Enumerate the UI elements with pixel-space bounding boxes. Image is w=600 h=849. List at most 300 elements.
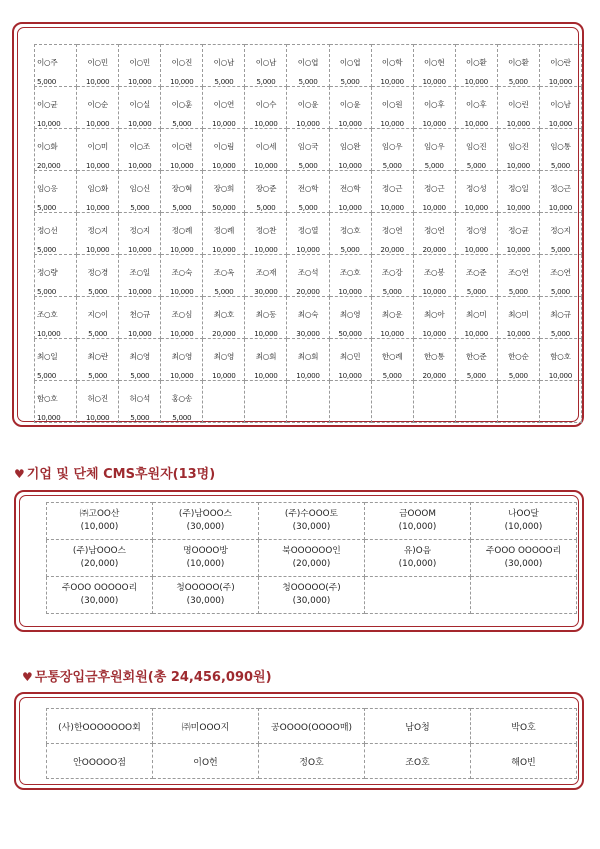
donor-amount: 5,000 xyxy=(88,371,108,380)
donor-amount: 20,000 xyxy=(422,371,446,380)
donor-amount: 5,000 xyxy=(382,161,402,170)
donor-amount: 5,000 xyxy=(130,203,150,212)
donor-name: 임○국 xyxy=(297,142,319,151)
donor-name: 최○규 xyxy=(550,310,571,319)
donor-cell xyxy=(371,297,413,339)
donor-name: 최○영 xyxy=(171,352,192,361)
donor-cell xyxy=(245,87,287,129)
table-row xyxy=(35,171,582,213)
lifetime-member-name: 이O헌 xyxy=(153,744,259,779)
donor-cell xyxy=(245,381,287,423)
donor-amount: 10,000 xyxy=(170,77,194,86)
lifetime-heading xyxy=(22,666,272,685)
donor-cell xyxy=(35,339,77,381)
donor-amount: 5,000 xyxy=(382,371,402,380)
donor-cell xyxy=(35,297,77,339)
donor-amount: 10,000 xyxy=(128,287,152,296)
donor-cell xyxy=(245,255,287,297)
heart-icon: ♥ xyxy=(14,467,25,481)
donor-name: 임○통 xyxy=(550,142,571,151)
donor-amount: 5,000 xyxy=(508,287,528,296)
donor-amount: 10,000 xyxy=(338,203,362,212)
donor-cell xyxy=(35,381,77,423)
corporate-cell xyxy=(153,577,259,614)
donor-name: 허○진 xyxy=(87,394,108,403)
corporate-cell xyxy=(365,540,471,577)
donor-name: 이○윤 xyxy=(297,100,319,109)
donor-name: 이○림 xyxy=(213,142,235,151)
donor-cell xyxy=(413,129,455,171)
donor-name: 임○우 xyxy=(381,142,403,151)
corporate-cell xyxy=(471,503,577,540)
donor-name: 홍○송 xyxy=(171,394,192,403)
donor-amount: 30,000 xyxy=(296,329,320,338)
donor-cell xyxy=(497,381,539,423)
donor-name: 정○지 xyxy=(87,226,108,235)
donor-name: 정○연 xyxy=(381,226,403,235)
donor-cell xyxy=(287,339,329,381)
donor-amount: 10,000 xyxy=(464,245,488,254)
corporate-name: ㈜고OO산 xyxy=(79,509,120,519)
donor-amount: 10,000 xyxy=(254,371,278,380)
donor-name: 이○남 xyxy=(213,58,235,67)
donor-cell xyxy=(329,339,371,381)
table-row xyxy=(35,381,582,423)
donor-cell xyxy=(539,339,581,381)
donor-cell xyxy=(203,171,245,213)
donor-amount: 5,000 xyxy=(214,77,234,86)
donor-name: 정○열 xyxy=(297,226,319,235)
donor-name: 이○윤 xyxy=(339,100,361,109)
donor-cell xyxy=(245,297,287,339)
donor-cell xyxy=(497,213,539,255)
donor-cell xyxy=(329,381,371,423)
donor-cell xyxy=(119,381,161,423)
donor-name: 조○강 xyxy=(381,268,403,277)
donor-cell xyxy=(287,45,329,87)
donor-name: 함○호 xyxy=(37,394,58,403)
donor-name: 이○현 xyxy=(423,58,445,67)
corporate-amount: (10,000) xyxy=(504,522,543,532)
donor-amount: 10,000 xyxy=(338,287,362,296)
donor-name: 이○련 xyxy=(171,142,192,151)
corporate-name: 북OOOOOO인 xyxy=(282,546,341,556)
donor-name: 이○균 xyxy=(37,100,58,109)
donor-cell xyxy=(119,87,161,129)
donor-amount: 20,000 xyxy=(380,245,404,254)
donor-name: 정○성 xyxy=(466,184,487,193)
donor-amount: 10,000 xyxy=(296,245,320,254)
donor-cell xyxy=(287,171,329,213)
donor-name: 조○준 xyxy=(466,268,487,277)
donor-cell xyxy=(497,297,539,339)
table-row xyxy=(47,744,577,779)
donor-cell xyxy=(77,129,119,171)
donor-name: 정○연 xyxy=(423,226,445,235)
donor-amount: 10,000 xyxy=(170,287,194,296)
donor-name: 전○학 xyxy=(339,184,361,193)
donor-name: 이○후 xyxy=(466,100,487,109)
corporate-donors-frame xyxy=(14,490,584,632)
donor-cell xyxy=(161,87,203,129)
donor-name: 정○지 xyxy=(550,226,571,235)
corporate-cell xyxy=(259,503,365,540)
donor-name: 정○량 xyxy=(37,268,58,277)
donor-amount: 5,000 xyxy=(298,161,318,170)
individual-donors-table xyxy=(34,44,582,423)
donor-cell xyxy=(35,87,77,129)
donor-cell xyxy=(245,339,287,381)
donor-cell xyxy=(161,171,203,213)
donor-amount: 5,000 xyxy=(172,413,192,422)
donor-amount: 10,000 xyxy=(338,161,362,170)
donor-cell xyxy=(413,45,455,87)
donor-name: 이○민 xyxy=(87,58,108,67)
table-row xyxy=(47,503,577,540)
donor-name: 이○순 xyxy=(87,100,108,109)
donor-name: 이○수 xyxy=(255,100,277,109)
donor-name: 임○진 xyxy=(508,142,529,151)
corporate-heading xyxy=(14,463,215,482)
donor-cell xyxy=(539,87,581,129)
donor-amount: 10,000 xyxy=(506,119,530,128)
table-row xyxy=(35,255,582,297)
corporate-amount: (10,000) xyxy=(80,522,119,532)
donor-cell xyxy=(161,45,203,87)
donor-cell xyxy=(77,381,119,423)
donor-cell xyxy=(371,171,413,213)
donor-name: 임○우 xyxy=(423,142,445,151)
donor-amount: 5,000 xyxy=(550,161,570,170)
donor-cell xyxy=(119,129,161,171)
heart-icon: ♥ xyxy=(22,670,33,684)
donor-amount: 5,000 xyxy=(37,77,57,86)
donor-amount: 10,000 xyxy=(506,203,530,212)
donor-name: 이○화 xyxy=(37,142,58,151)
donor-name: 이○남 xyxy=(255,58,277,67)
donor-name: 정○지 xyxy=(129,226,150,235)
donor-name: 함○호 xyxy=(550,352,571,361)
donor-name: 임○신 xyxy=(129,184,150,193)
donor-amount: 10,000 xyxy=(506,329,530,338)
donor-amount: 10,000 xyxy=(506,245,530,254)
donor-cell xyxy=(329,255,371,297)
donor-cell xyxy=(119,339,161,381)
donor-name: 정○찬 xyxy=(255,226,277,235)
donor-cell xyxy=(413,381,455,423)
donor-amount: 5,000 xyxy=(298,203,318,212)
donor-cell xyxy=(371,381,413,423)
table-row xyxy=(47,540,577,577)
corporate-cell xyxy=(259,577,365,614)
donor-amount: 10,000 xyxy=(85,77,110,86)
donor-cell xyxy=(497,129,539,171)
corporate-amount: (10,000) xyxy=(398,522,437,532)
donor-amount: 10,000 xyxy=(548,77,573,86)
donor-cell xyxy=(287,87,329,129)
donor-amount: 50,000 xyxy=(212,203,236,212)
donor-cell xyxy=(371,339,413,381)
donor-cell xyxy=(329,297,371,339)
corporate-amount: (20,000) xyxy=(292,559,331,569)
donor-amount: 5,000 xyxy=(466,161,486,170)
donor-cell xyxy=(161,129,203,171)
donor-amount: 10,000 xyxy=(37,413,61,422)
donor-amount: 5,000 xyxy=(256,77,276,86)
corporate-name: 주OOO OOOOO리 xyxy=(485,546,562,556)
donor-amount: 10,000 xyxy=(422,119,446,128)
donor-amount: 10,000 xyxy=(380,329,404,338)
corporate-cell xyxy=(365,577,471,614)
donor-cell xyxy=(77,45,119,87)
donor-amount: 10,000 xyxy=(128,329,152,338)
donor-cell xyxy=(245,171,287,213)
corporate-cell xyxy=(153,503,259,540)
donor-name: 최○민 xyxy=(339,352,361,361)
donor-cell xyxy=(455,129,497,171)
lifetime-member-name: (사)한OOOOOOO회 xyxy=(47,709,153,744)
donor-name: 장○희 xyxy=(213,184,235,193)
corporate-heading-text: 기업 및 단체 CMS후원자(13명) xyxy=(26,467,216,482)
corporate-name: 명OOOO방 xyxy=(183,546,228,556)
donor-name: 조○심 xyxy=(171,310,192,319)
donor-cell xyxy=(455,381,497,423)
corporate-name: 금OOOM xyxy=(399,509,436,519)
corporate-amount: (30,000) xyxy=(292,522,331,532)
donor-name: 정○근 xyxy=(381,184,403,193)
corporate-cell xyxy=(47,577,153,614)
donor-name: 최○미 xyxy=(466,310,487,319)
donor-amount: 5,000 xyxy=(256,203,276,212)
donor-amount: 5,000 xyxy=(340,245,360,254)
donor-cell xyxy=(371,213,413,255)
corporate-name: 청OOOOO(주) xyxy=(176,583,235,593)
donor-name: 이○미 xyxy=(87,142,108,151)
donor-name: 정○례 xyxy=(171,226,192,235)
donor-amount: 5,000 xyxy=(130,371,150,380)
donor-amount: 10,000 xyxy=(380,119,404,128)
donor-cell xyxy=(413,87,455,129)
donor-amount: 10,000 xyxy=(85,161,110,170)
corporate-donors-table xyxy=(46,502,577,614)
donor-cell xyxy=(455,45,497,87)
donor-amount: 5,000 xyxy=(382,287,402,296)
corporate-amount: (10,000) xyxy=(186,559,225,569)
donor-amount: 5,000 xyxy=(466,371,486,380)
donor-name: 이○민 xyxy=(129,58,150,67)
donor-name: 정○영 xyxy=(466,226,487,235)
donor-cell xyxy=(497,171,539,213)
corporate-amount: (30,000) xyxy=(80,596,119,606)
donor-name: 최○숙 xyxy=(297,310,319,319)
table-row xyxy=(47,577,577,614)
donor-name: 이○남 xyxy=(550,100,571,109)
donor-amount: 10,000 xyxy=(85,119,110,128)
donor-amount: 5,000 xyxy=(508,77,528,86)
corporate-cell xyxy=(153,540,259,577)
donor-amount: 5,000 xyxy=(172,203,192,212)
donor-cell xyxy=(203,129,245,171)
donor-cell xyxy=(35,213,77,255)
lifetime-member-name: 정O호 xyxy=(259,744,365,779)
lifetime-member-name: 남O청 xyxy=(365,709,471,744)
donor-cell xyxy=(35,255,77,297)
donor-amount: 10,000 xyxy=(212,119,236,128)
donor-cell xyxy=(119,297,161,339)
donor-cell xyxy=(413,339,455,381)
table-row xyxy=(35,339,582,381)
donor-amount: 10,000 xyxy=(338,119,362,128)
donor-amount: 10,000 xyxy=(212,371,236,380)
donor-name: 최○호 xyxy=(213,310,235,319)
donor-amount: 5,000 xyxy=(550,245,570,254)
donor-amount: 10,000 xyxy=(464,203,488,212)
donor-cell xyxy=(161,297,203,339)
donor-name: 임○진 xyxy=(466,142,487,151)
donor-cell xyxy=(413,171,455,213)
donor-amount: 50,000 xyxy=(338,329,362,338)
corporate-amount: (30,000) xyxy=(504,559,543,569)
donor-cell xyxy=(455,297,497,339)
donor-amount: 5,000 xyxy=(298,77,318,86)
donor-amount: 30,000 xyxy=(254,287,278,296)
donor-cell xyxy=(77,339,119,381)
donor-amount: 20,000 xyxy=(37,161,61,170)
donor-cell xyxy=(119,171,161,213)
donor-name: 정○근 xyxy=(423,184,445,193)
table-row xyxy=(35,213,582,255)
donor-amount: 10,000 xyxy=(422,203,446,212)
donor-cell xyxy=(497,45,539,87)
donor-amount: 10,000 xyxy=(464,329,488,338)
donor-name: 한○례 xyxy=(381,352,403,361)
donor-amount: 10,000 xyxy=(85,203,110,212)
corporate-amount: (20,000) xyxy=(80,559,119,569)
donor-name: 임○응 xyxy=(37,184,58,193)
donor-cell xyxy=(245,45,287,87)
donor-cell xyxy=(161,213,203,255)
donor-amount: 10,000 xyxy=(296,119,320,128)
donor-name: 조○연 xyxy=(550,268,571,277)
lifetime-member-name: 공OOOO(OOOO매) xyxy=(259,709,365,744)
donor-amount: 10,000 xyxy=(254,329,278,338)
donor-amount: 20,000 xyxy=(422,245,446,254)
donor-name: 정○호 xyxy=(339,226,361,235)
donor-amount: 10,000 xyxy=(170,329,194,338)
donor-cell xyxy=(287,129,329,171)
donor-name: 조○호 xyxy=(37,310,58,319)
individual-donors-frame xyxy=(12,22,584,427)
donor-amount: 5,000 xyxy=(88,329,108,338)
donor-name: 최○영 xyxy=(213,352,235,361)
donor-cell xyxy=(371,87,413,129)
donor-name: 한○통 xyxy=(423,352,445,361)
donor-amount: 5,000 xyxy=(340,77,360,86)
donor-cell xyxy=(35,45,77,87)
donor-name: 이○환 xyxy=(508,58,529,67)
lifetime-member-name: 박O호 xyxy=(471,709,577,744)
donor-amount: 10,000 xyxy=(296,371,320,380)
corporate-cell xyxy=(471,577,577,614)
donor-name: 이○세 xyxy=(255,142,277,151)
donor-cell xyxy=(497,255,539,297)
corporate-cell xyxy=(471,540,577,577)
donor-name: 이○훈 xyxy=(171,100,192,109)
donor-name: 최○회 xyxy=(255,352,277,361)
donor-name: 최○영 xyxy=(339,310,361,319)
donor-amount: 5,000 xyxy=(424,161,444,170)
donor-amount: 10,000 xyxy=(380,77,404,86)
donor-amount: 10,000 xyxy=(338,371,362,380)
donor-amount: 10,000 xyxy=(254,245,278,254)
donor-amount: 5,000 xyxy=(130,413,150,422)
donor-name: 천○규 xyxy=(129,310,150,319)
corporate-cell xyxy=(47,503,153,540)
donor-cell xyxy=(161,339,203,381)
donor-cell xyxy=(203,381,245,423)
donor-name: 임○화 xyxy=(87,184,108,193)
donor-name: 임○완 xyxy=(339,142,361,151)
donor-name: 조○연 xyxy=(508,268,529,277)
corporate-amount: (30,000) xyxy=(186,596,225,606)
donor-name: 조○석 xyxy=(297,268,319,277)
donor-name: 조○호 xyxy=(339,268,361,277)
donor-cell xyxy=(329,45,371,87)
donor-name: 이○환 xyxy=(466,58,487,67)
donor-cell xyxy=(539,213,581,255)
donor-amount: 5,000 xyxy=(37,287,57,296)
donor-cell xyxy=(497,339,539,381)
donor-amount: 10,000 xyxy=(212,161,236,170)
table-row xyxy=(47,709,577,744)
donor-name: 장○준 xyxy=(255,184,277,193)
lifetime-donors-table xyxy=(46,708,577,779)
corporate-name: (주)남OOO스 xyxy=(178,509,233,519)
table-row xyxy=(35,129,582,171)
donor-name: 조○옥 xyxy=(213,268,235,277)
corporate-cell xyxy=(365,503,471,540)
corporate-name: 나OO달 xyxy=(508,509,539,519)
donor-name: 한○준 xyxy=(466,352,487,361)
donor-amount: 5,000 xyxy=(88,287,108,296)
donor-name: 정○근 xyxy=(550,184,571,193)
donor-amount: 20,000 xyxy=(212,329,236,338)
corporate-amount: (30,000) xyxy=(186,522,225,532)
donor-amount: 10,000 xyxy=(128,161,152,170)
corporate-amount: (10,000) xyxy=(398,559,437,569)
corporate-name: 유)O음 xyxy=(403,546,432,556)
donor-amount: 10,000 xyxy=(254,161,278,170)
donor-name: 이○엽 xyxy=(339,58,361,67)
table-row xyxy=(35,87,582,129)
donor-cell xyxy=(77,87,119,129)
donor-name: 정○경 xyxy=(87,268,108,277)
donor-cell xyxy=(371,45,413,87)
donor-amount: 5,000 xyxy=(37,245,57,254)
donor-name: 이○주 xyxy=(37,58,58,67)
donor-cell xyxy=(539,129,581,171)
table-row xyxy=(35,45,582,87)
lifetime-heading-text: 무통장입금후원회원(총 24,456,090원) xyxy=(34,670,272,685)
corporate-name: (주)남OOO스 xyxy=(72,546,127,556)
donor-cell xyxy=(35,129,77,171)
donor-amount: 5,000 xyxy=(550,329,570,338)
lifetime-member-name: 해O빈 xyxy=(471,744,577,779)
donor-cell xyxy=(203,213,245,255)
donor-cell xyxy=(287,255,329,297)
donor-cell xyxy=(203,87,245,129)
donor-name: 최○란 xyxy=(87,352,108,361)
